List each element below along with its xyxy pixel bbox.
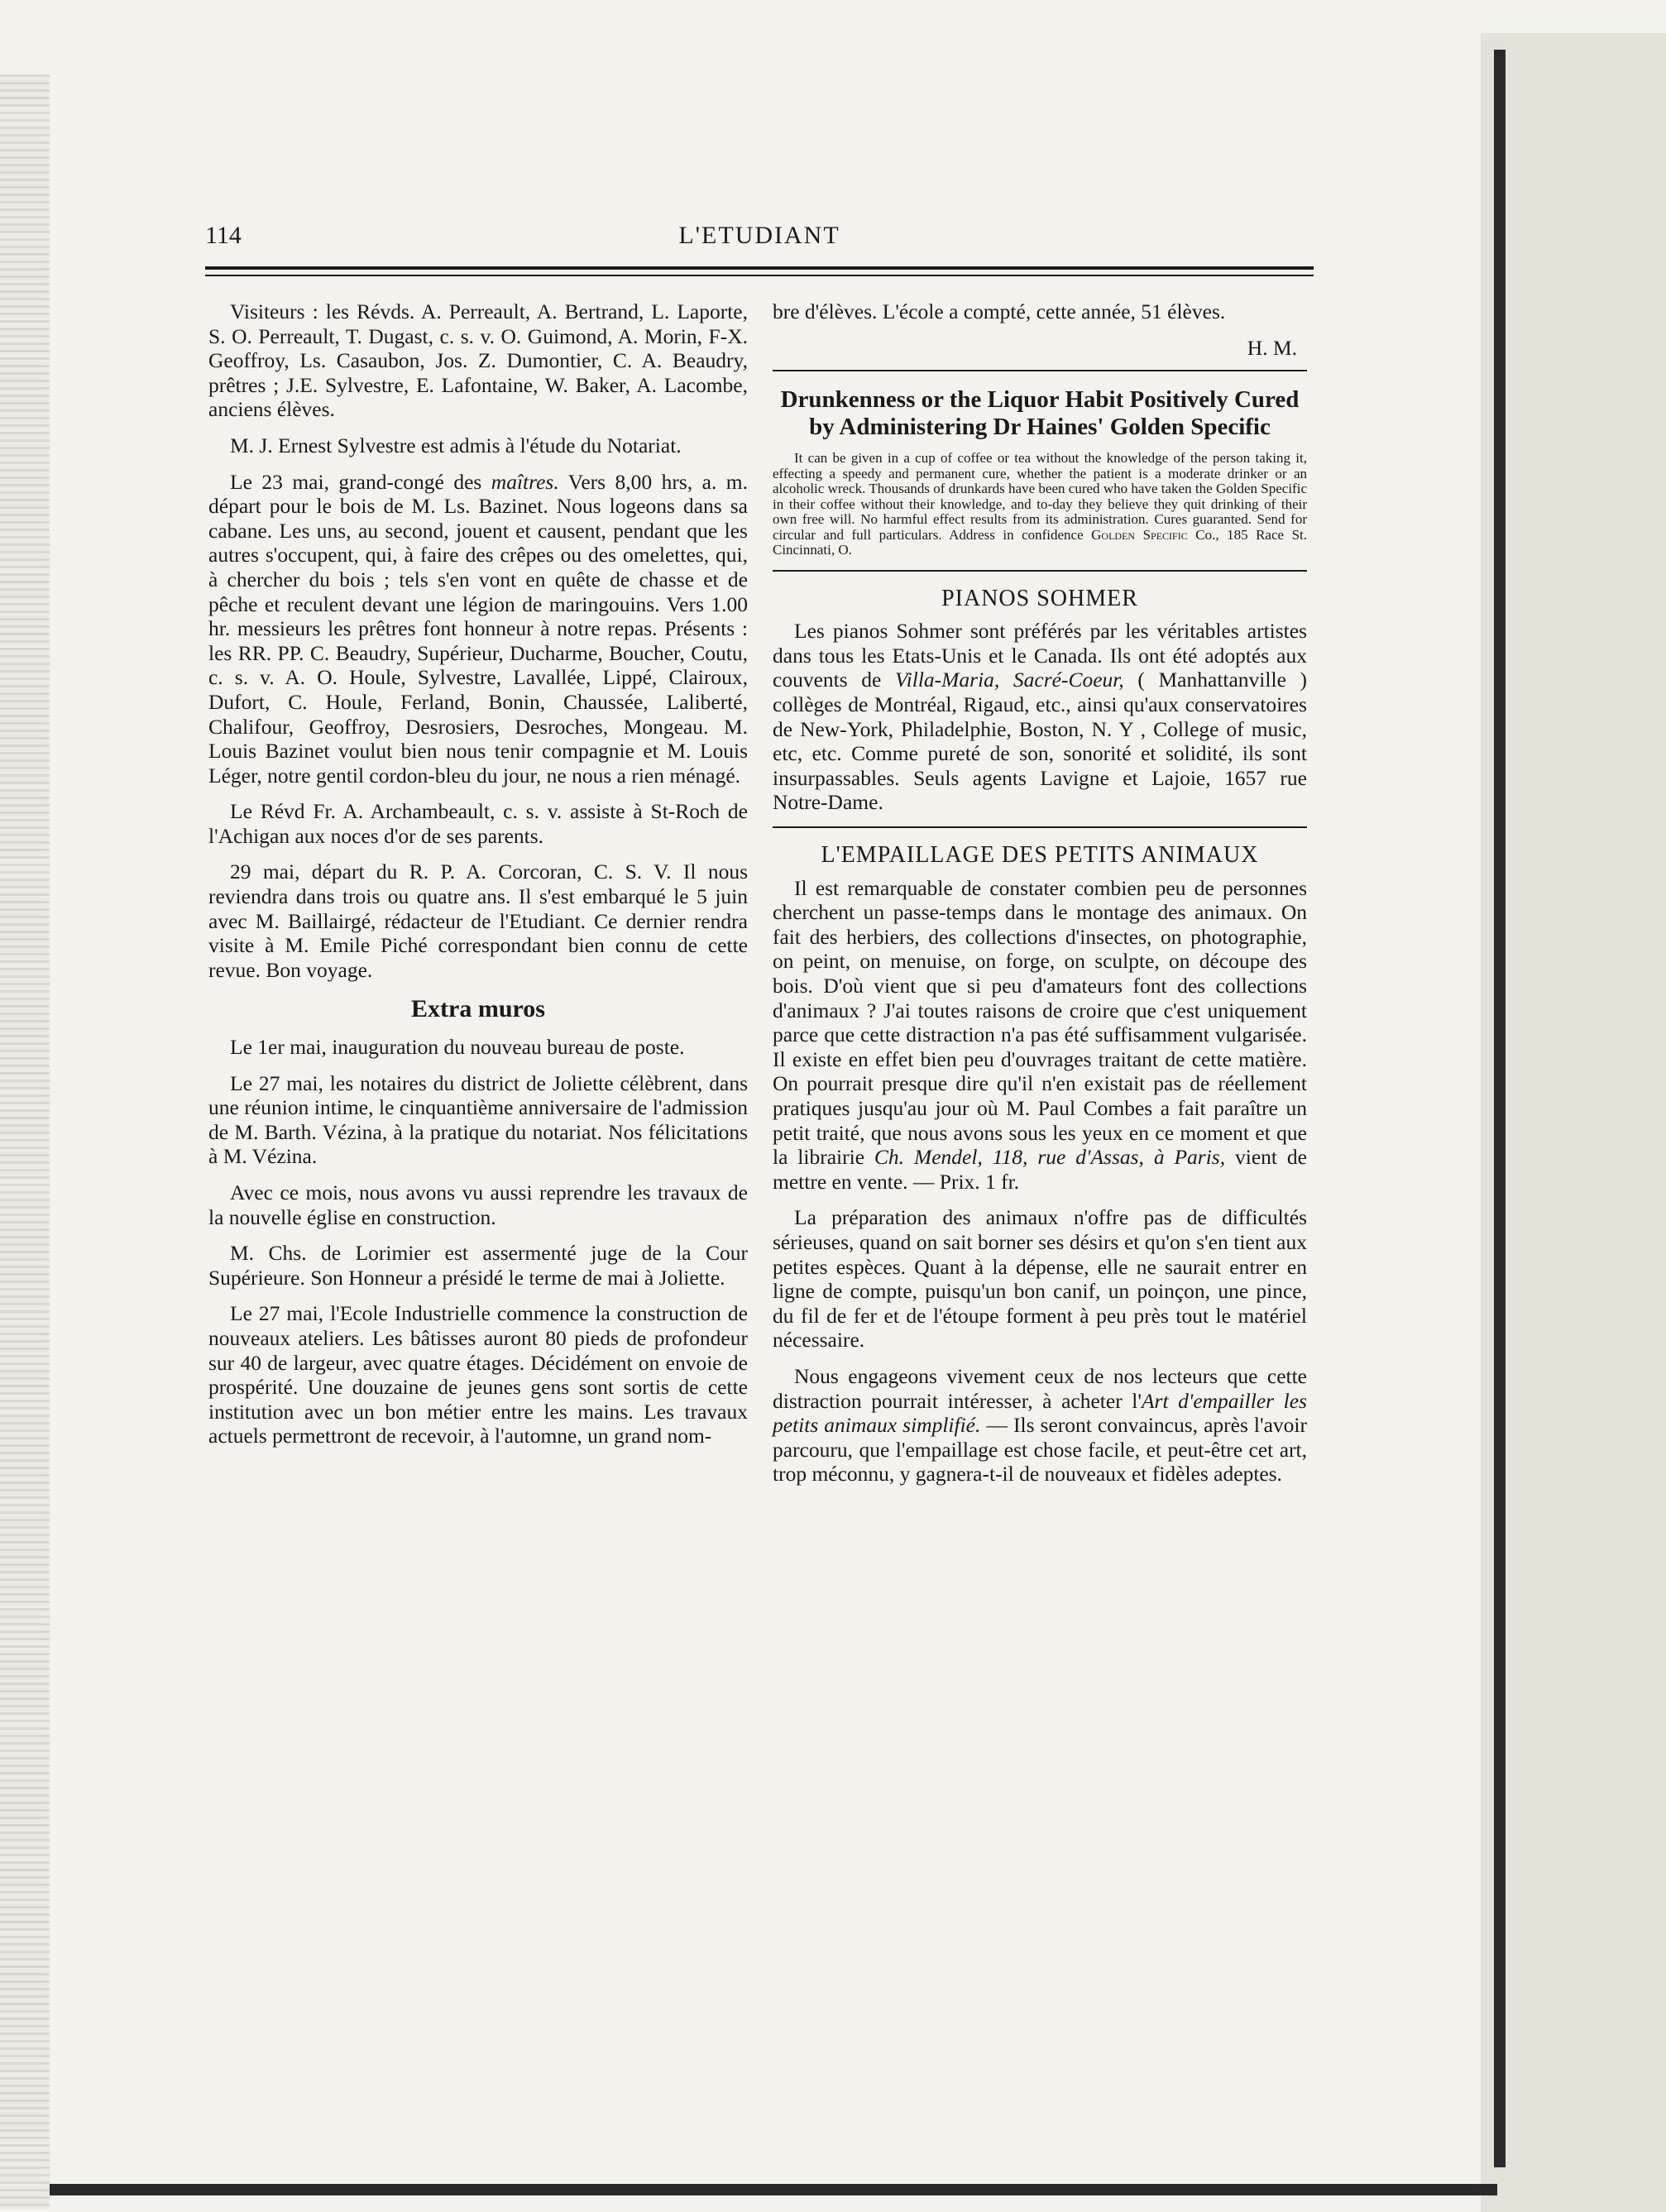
extra-muros-heading: Extra muros [411, 995, 545, 1023]
ecole-industrielle-paragraph: Le 27 mai, l'Ecole Industrielle commence la construction de nouveaux ateliers. Les bâtisses auront 80 pieds de profondeur sur 40 de largeur, avec quatre étages. Décidément on envoie de prospérité. Une douzaine de jeunes gens sont sortis de cette institution avec un bon métier entre les mains. Les travaux actuels permettront de recevoir, à l'automne, un grand nom- [208, 1301, 748, 1448]
separator-rule [773, 826, 1307, 828]
bottom-edge [50, 2184, 1497, 2195]
page-header [205, 222, 1314, 260]
pianos-paragraph: Les pianos Sohmer sont préférés par les véritables artistes dans tous les Etats-Unis et le Canada. Ils ont été adoptés aux couvents de Villa-Maria, Sacré-Coeur, ( Manhattanville ) collèges de Montréal, Rigaud, etc., ainsi qu'aux conservatoires de New-York, Philadelphie, Boston, N. Y , College of music, etc, etc. Comme pureté de son, sonorité et solidité, ils sont insurpassables. Seuls agents Lavigne et Lajoie, 1657 rue Notre-Dame. [773, 619, 1308, 815]
empaillage-heading: L'EMPAILLAGE DES PETITS ANIMAUX [821, 842, 1259, 869]
page-edge-right [1481, 33, 1666, 2212]
header-rule-thin [205, 275, 1314, 276]
archambeault-paragraph: Le Révd Fr. A. Archambeault, c. s. v. assiste à St-Roch de l'Achigan aux noces d'or de ses parents. [208, 799, 748, 848]
pianos-heading: PIANOS SOHMER [941, 585, 1138, 611]
header-rule-thick [205, 266, 1314, 270]
corcoran-paragraph: 29 mai, départ du R. P. A. Corcoran, C. S. V. Il nous reviendra dans trois ou quatre ans. Il s'est embarqué le 5 juin avec M. Baillairgé, rédacteur de l'Etudiant. Ce dernier rendra visite à M. Emile Piché correspondant bien connu de cette revue. Bon voyage. [208, 859, 748, 982]
signature: H. M. [1247, 335, 1297, 360]
conge-paragraph: Le 23 mai, grand-congé des maîtres. Vers 8,00 hrs, a. m. départ pour le bois de M. Ls. Bazinet. Nous logeons dans sa cabane. Les uns, au second, jouent et causent, pendant que les autres s'occupent, qui, à faire des crêpes ou des omelettes, qui, à chercher du bois ; tels s'en vont en quête de chasse et de pêche et reculent devant une légion de maringouins. Vers 1.00 hr. messieurs les prêtres font honneur à notre repas. Présents : les RR. PP. C. Beaudry, Supérieur, Ducharme, Boucher, Coutu, c. s. v. A. O. Houle, Sylvestre, Lavallée, Lippé, Clairoux, Dufort, C. Houle, Ferland, Bonin, Chaussée, Laliberté, Chalifour, Geoffroy, Desrosiers, Desroches, Mongeau. M. Louis Bazinet voulut bien nous tenir compagnie et M. Louis Léger, notre gentil cordon-bleu du jour, ne nous a rien ménagé. [208, 469, 748, 788]
drunkenness-ad-heading: Drunkenness or the Liquor Habit Positively Cured by Administering Dr Haines' Golden Specific [780, 386, 1300, 441]
empaillage-paragraph-2: La préparation des animaux n'offre pas de difficultés sérieuses, quand on sait borner ses désirs et qu'on s'en tient aux petites espèces. Quant à la dépense, elle ne saurait entrer en ligne de compte, puisqu'un bon canif, un poinçon, une pince, du fil de fer et de l'étoupe forment à peu près tout le matériel nécessaire. [773, 1205, 1307, 1353]
eleves-paragraph: bre d'élèves. L'école a compté, cette année, 51 élèves. [773, 299, 1226, 323]
right-column [773, 299, 1307, 1498]
bureau-poste-paragraph: Le 1er mai, inauguration du nouveau bureau de poste. [230, 1035, 685, 1060]
separator-rule [773, 570, 1307, 572]
left-column [208, 299, 748, 1460]
binding-line [1494, 50, 1506, 2167]
journal-title: L'ETUDIANT [678, 222, 840, 249]
notaires-paragraph: Le 27 mai, les notaires du district de Joliette célèbrent, dans une réunion intime, le cinquantième anniversaire de l'admission de M. Barth. Vézina, à la pratique du notariat. Nos félicitations à M. Vézina. [208, 1070, 748, 1169]
page-number: 114 [205, 222, 242, 249]
notariat-paragraph: M. J. Ernest Sylvestre est admis à l'étude du Notariat. [230, 433, 682, 457]
empaillage-paragraph-1: Il est remarquable de constater combien peu de personnes cherchent un passe-temps dans le montage des animaux. On fait des herbiers, des collections d'insectes, on photographie, on peint, on menuise, on forge, on sculpte, on découpe des bois. D'où vient que si peu d'amateurs font des collections d'animaux ? J'ai toutes raisons de croire que c'est uniquement parce que cette distraction n'a pas été suffisamment vulgarisée. Il existe en effet bien peu d'ouvrages traitant de cette matière. On pourrait presque dire qu'il n'en existait pas de réellement pratiques jusqu'au jour où M. Paul Combes a fait paraître un petit traité, que nous avons sous les yeux en ce moment et que la librairie Ch. Mendel, 118, rue d'Assas, à Paris, vient de mettre en vente. — Prix. 1 fr. [773, 875, 1307, 1194]
eglise-paragraph: Avec ce mois, nous avons vu aussi reprendre les travaux de la nouvelle église en construction. [208, 1180, 748, 1229]
separator-rule [773, 370, 1307, 371]
lorimier-paragraph: M. Chs. de Lorimier est assermenté juge de la Cour Supérieure. Son Honneur a présidé le terme de mai à Joliette. [208, 1241, 748, 1290]
visitors-paragraph: Visiteurs : les Révds. A. Perreault, A. Bertrand, L. Laporte, S. O. Perreault, T. Dugast, c. s. v. O. Guimond, A. Morin, F-X. Geoffroy, Ls. Casaubon, Jos. Z. Dumontier, C. A. Beaudry, prêtres ; J.E. Sylvestre, E. Lafontaine, W. Baker, A. Lacombe, anciens élèves. [208, 299, 748, 422]
empaillage-paragraph-3: Nous engageons vivement ceux de nos lecteurs que cette distraction pourrait intéresser, à acheter l'Art d'empailler les petits animaux simplifié. — Ils seront convaincus, après l'avoir parcouru, que l'empaillage est chose facile, et peut-être cet art, trop méconnu, y gagnera-t-il de nouveaux et fidèles adeptes. [773, 1363, 1307, 1487]
drunkenness-ad-body: It can be given in a cup of coffee or tea without the knowledge of the person taking it, effecting a speedy and permanent cure, whether the patient is a moderate drinker or an alcoholic wreck. Thousands of drunkards have been cured who have taken the Golden Specific in their coffee without their knowledge, and to-day they believe they quit drinking of their own free will. No harmful effect results from its administration. Cures guaranted. Send for circular and full particulars. Address in confidence Golden Specific Co., 185 Race St. Cincinnati, O. [773, 450, 1307, 558]
page-edge-left [0, 74, 50, 2209]
